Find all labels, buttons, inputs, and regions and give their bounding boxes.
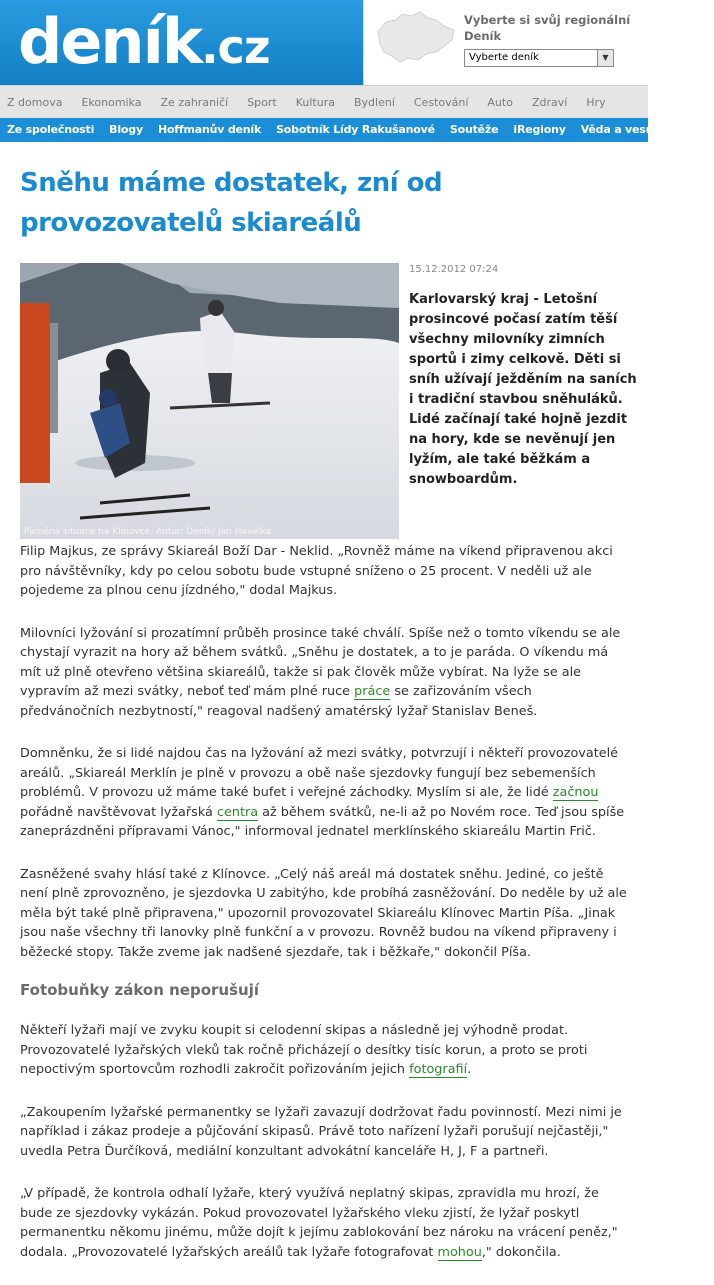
paragraph-6: „Zakoupením lyžařské permanentky se lyžaři zavazují dodržovat řadu povinností. Mezi nimi je například i zákaz prodeje a půjčování skipasů. Právě toto nařízení lyžaři porušují nejčastěji," uvedla Petra Ďurčíková, mediální konzultant advokátní kanceláře H, J, F a partneři. [20, 1104, 622, 1159]
link-zacnou[interactable]: začnou [552, 785, 599, 800]
chevron-down-icon[interactable]: ▼ [597, 50, 613, 66]
region-selector-panel [363, 0, 648, 85]
nav-item-bydleni[interactable]: Bydlení [353, 96, 395, 109]
ski-photo-image [20, 263, 399, 539]
nav-item-ekonomika[interactable]: Ekonomika [81, 96, 142, 109]
paragraph-3: Domněnku, že si lidé najdou čas na lyžování až mezi svátky, potvrzují i někteří provozovatelé areálů. „Skiareál Merklín je plně v provozu a obě naše sjezdovky fungují bez sebemenších problémů. V provozu už máme také bufet i veřejné záchodky. Myslím si ale, že lidé začnou pořádně navštěvovat lyžařská centra až během svátků, ne-li až po Novém roce. Teď jsou spíše zaneprázdněni přípravami Vánoc," informoval jednatel merklínského skiareálu Martin Frič. [20, 746, 625, 839]
paragraph-5: Někteří lyžaři mají ve zvyku koupit si celodenní skipas a následně jej výhodně prodat. Provozovatelé lyžařských vleků tak ročně přicházejí o desítky tisíc korun, a proto se proti nepoctivým sportovcům rozhodli zakročit pořizováním jejich fotografií. [20, 1023, 588, 1077]
czech-map-icon [374, 8, 458, 68]
nav-item-sport[interactable]: Sport [247, 96, 277, 109]
article-subheading: Fotobuňky zákon neporušují [20, 981, 259, 999]
site-logo[interactable] [0, 0, 363, 85]
region-title: Vyberte si svůj regionální Deník [464, 13, 631, 43]
paragraph-2: Milovníci lyžování si prozatímní průběh prosince také chválí. Spíše než o tomto víkendu se ale chystají vyrazit na hory až během svátků. „Sněhu je dostatek, a to je paráda. O víkendu má mít už plně otevřeno většina skiareálů, takže si pak člověk může vybírat. Na lyže se ale vypravím až mezi svátky, neboť teď mám plné ruce práce se zařizováním všech předvánočních nezbytností," reagoval nadšený amatérský lyžař Stanislav Beneš. [20, 625, 621, 719]
article-title: Sněhu máme dostatek, zní od provozovatelů skiareálů [20, 168, 443, 238]
nav-item-z-domova[interactable]: Z domova [7, 96, 63, 109]
link-prace[interactable]: práce [354, 684, 391, 699]
article-body [20, 542, 630, 1285]
article-date: 15.12.2012 07:24 [409, 264, 499, 275]
photo-caption: Páměná situace na Klínovce. Autor: Deník/ Jan Havelka [24, 527, 271, 537]
article-photo[interactable] [20, 263, 399, 539]
logo-dot: . [201, 20, 218, 74]
paragraph-7: „V případě, že kontrola odhalí lyžaře, který využívá neplatný skipas, zpravidla mu hrozí, že bude ze sjezdovky vykázán. Pokud provozovatel lyžařského vleku zjistí, že lyžař poskytl permanentku někomu jinému, může dojít k jejímu zablokování bez nároku na vrácení peněz," dodala. „Provozovatelé lyžařských areálů tak lyžaře fotografovat mohou," dokončila. [20, 1186, 618, 1260]
logo-text: deník.cz [18, 5, 270, 78]
logo-tld: cz [217, 20, 270, 74]
region-select-value: Vyberte deník [469, 52, 539, 63]
nav-item-hry[interactable]: Hry [586, 96, 606, 109]
paragraph-4: Zasněžené svahy hlásí také z Klínovce. „Celý náš areál má dostatek sněhu. Jediné, co ještě není plně zprovozněno, je sjezdovka U zabitýho, kde probíhá zasněžování. Do neděle by už ale měla být také plně připravena," upozornil provozovatel Skiareálu Klínovec Martin Píša. „Jinak jsou naše všechny tři lanovky plně funkční a v provozu. Rovněž budou na víkend připraveny i běžecké stopy. Takže zveme jak nadšené sjezdaře, tak i běžkaře," dokončil Píša. [20, 866, 627, 960]
subnav-item-ze-spolecnosti[interactable]: Ze společnosti [7, 123, 95, 136]
nav-item-ze-zahranici[interactable]: Ze zahraničí [160, 96, 229, 109]
subnav-item-blogy[interactable]: Blogy [109, 123, 143, 136]
subnav-item-veda-a-vesmir[interactable]: Věda a vesmír [580, 123, 666, 136]
subnav-item-sobotnik-lidy-rakusanove[interactable]: Sobotník Lídy Rakušanové [276, 123, 435, 136]
site-header [0, 0, 648, 85]
subnav-item-tipli[interactable]: Tipli [680, 123, 707, 136]
subnav-item-iregiony[interactable]: iRegiony [513, 123, 566, 136]
subnav-item-hoffmanuv-denik[interactable]: Hoffmanův deník [157, 123, 262, 136]
region-select[interactable] [464, 49, 614, 67]
paragraph-1: Filip Majkus, ze správy Skiareál Boží Dar - Neklid. „Rovněž máme na víkend připravenou akci pro návštěvníky, kdy po celou sobotu bude vstupné sníženo o 25 procent. V neděli už ale pojedeme za plnou cenu jízdného," dodal Majkus. [20, 544, 613, 598]
primary-nav [0, 85, 648, 118]
subnav-item-souteze[interactable]: Soutěže [449, 123, 499, 136]
nav-item-auto[interactable]: Auto [487, 96, 513, 109]
nav-item-kultura[interactable]: Kultura [295, 96, 335, 109]
nav-item-zdravi[interactable]: Zdraví [531, 96, 568, 109]
link-mohou[interactable]: mohou [437, 1244, 482, 1260]
article-lead: Karlovarský kraj - Letošní prosincové počasí zatím těší všechny milovníky zimních sportů i zimy celkově. Děti si sníh užívají ježděním na saních i tradiční stavbou sněhuláků. Lidé začínají také hojně jezdit na hory, kde se nevěnují jen lyžím, ale také běžkám a snowboardům. [409, 292, 637, 487]
secondary-nav [0, 118, 707, 142]
link-centra[interactable]: centra [216, 804, 259, 820]
link-fotografii[interactable]: fotografií [409, 1062, 468, 1077]
nav-item-cestovani[interactable]: Cestování [413, 96, 469, 109]
